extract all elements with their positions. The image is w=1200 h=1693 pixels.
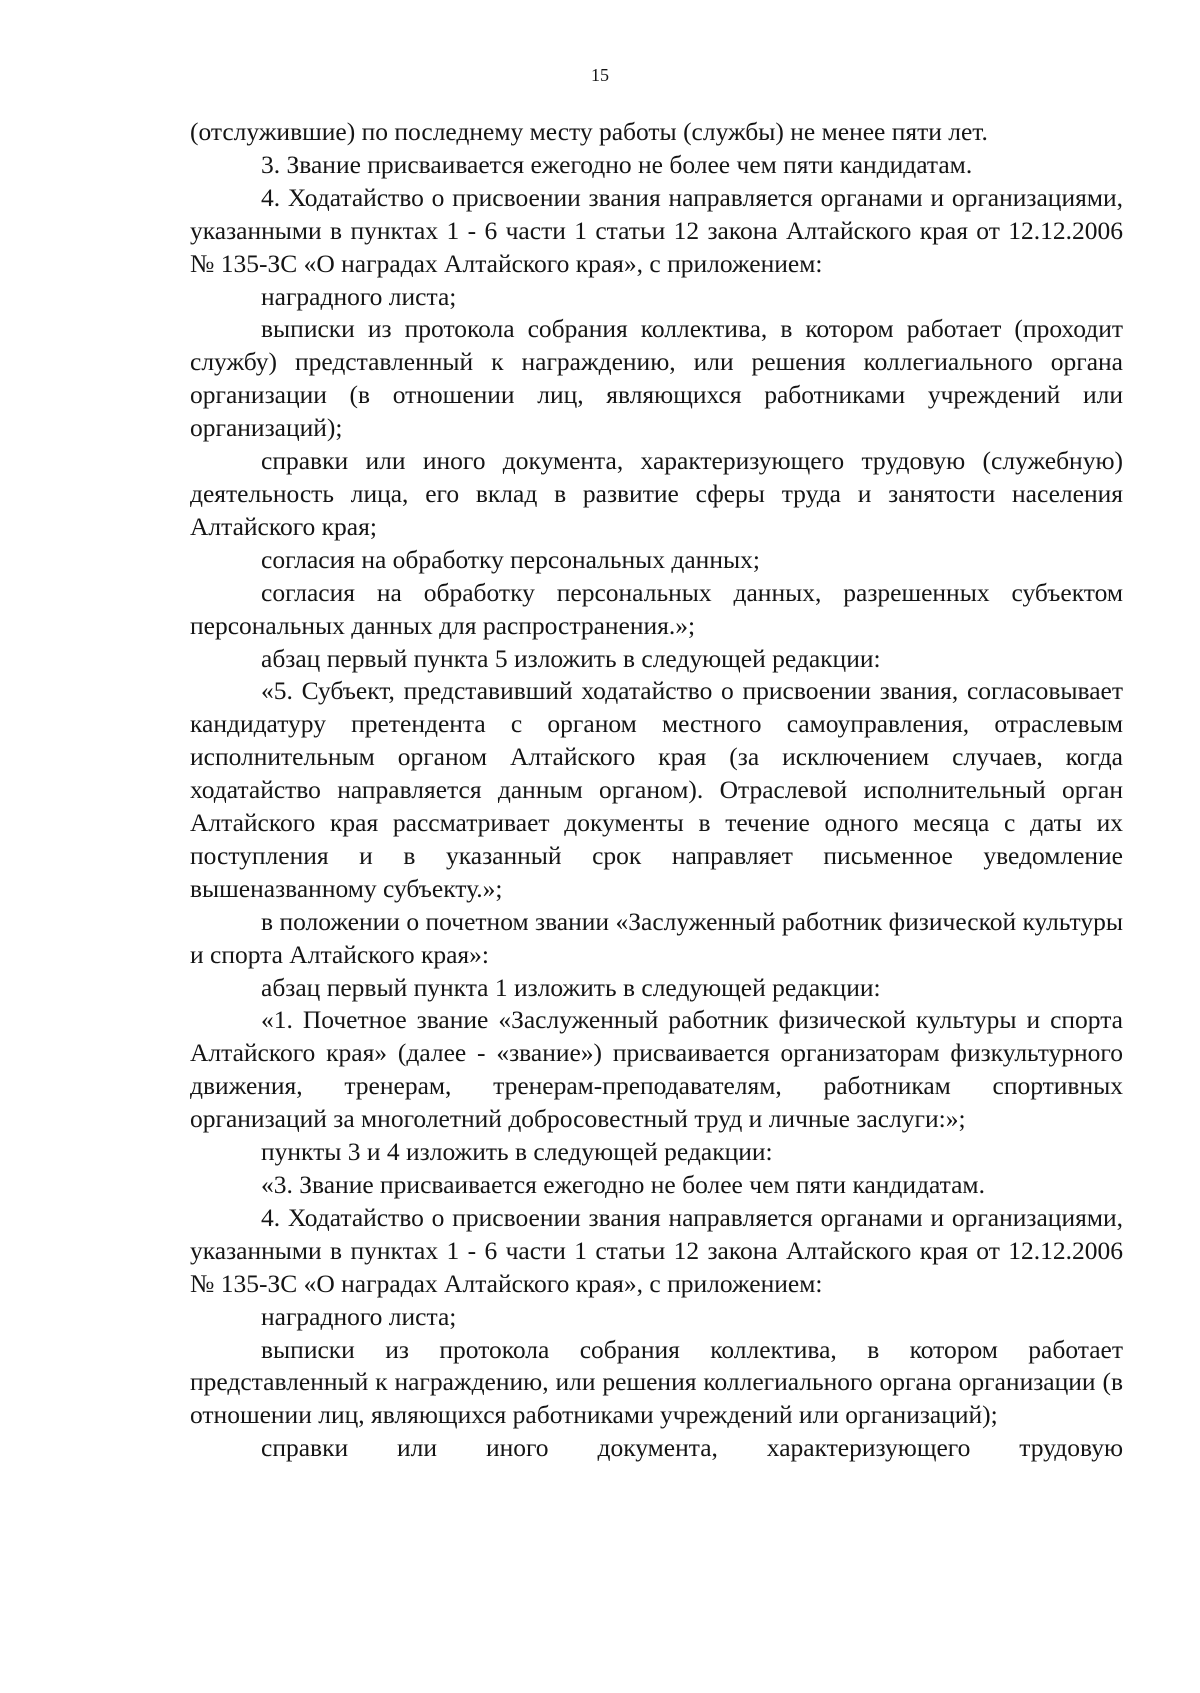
paragraph: наградного листа; [261, 281, 457, 311]
paragraph: 4. Ходатайство о присвоении звания направляется органами и организациями, указанными в пунктах 1 - 6 части 1 статьи 12 закона Алтайского края от 12.12.2006 № 135-ЗС «О наградах Алтайского края», с приложением: [190, 1202, 1123, 1298]
document-body [190, 116, 1123, 1465]
paragraph: пункты 3 и 4 изложить в следующей редакции: [261, 1137, 773, 1167]
paragraph: выписки из протокола собрания коллектива, в котором работает (проходит службу) представленный к награждению, или решения коллегиального органа организации (в отношении лиц, являющихся работниками учреждений или организаций); [190, 314, 1123, 443]
paragraph: справки или иного документа, характеризующего трудовую (служебную) деятельность лица, его вклад в развитие сферы труда и занятости населения Алтайского края; [190, 446, 1123, 541]
paragraph: «1. Почетное звание «Заслуженный работник физической культуры и спорта Алтайского края» (далее - «звание») присваивается организаторам физкультурного движения, тренерам, тренерам-преподавателям, работникам спортивных организаций за многолетний добросовестный труд и личные заслуги:»; [190, 1005, 1123, 1134]
paragraph: в положении о почетном звании «Заслуженный работник физической культуры и спорта Алтайского края»: [190, 906, 1123, 969]
paragraph: «5. Субъект, представивший ходатайство о присвоении звания, согласовывает кандидатуру претендента с органом местного самоуправления, отраслевым исполнительным органом Алтайского края (за исключением случаев, когда ходатайство направляется данным органом). Отраслевой исполнительный орган Алтайского края рассматривает документы в течение одного месяца с даты их поступления и в указанный срок направляет письменное уведомление вышеназванному субъекту.»; [190, 676, 1123, 903]
paragraph: «3. Звание присваивается ежегодно не более чем пяти кандидатам. [261, 1170, 985, 1199]
paragraph: (отслужившие) по последнему месту работы (службы) не менее пяти лет. [190, 117, 988, 146]
paragraph: наградного листа; [261, 1301, 457, 1331]
paragraph: выписки из протокола собрания коллектива, в котором работает представленный к награждению, или решения коллегиального органа организации (в отношении лиц, являющихся работниками учреждений или организаций); [190, 1334, 1123, 1430]
paragraph: 3. Звание присваивается ежегодно не более чем пяти кандидатам. [261, 149, 973, 179]
paragraph: 4. Ходатайство о присвоении звания направляется органами и организациями, указанными в пунктах 1 - 6 части 1 статьи 12 закона Алтайского края от 12.12.2006 № 135-ЗС «О наградах Алтайского края», с приложением: [190, 182, 1123, 278]
paragraph: абзац первый пункта 1 изложить в следующей редакции: [261, 972, 881, 1002]
paragraph: абзац первый пункта 5 изложить в следующей редакции: [261, 643, 881, 673]
paragraph: согласия на обработку персональных данных, разрешенных субъектом персональных данных для распространения.»; [190, 577, 1123, 640]
page-number: 15 [591, 65, 609, 85]
paragraph: согласия на обработку персональных данных; [261, 544, 760, 574]
paragraph: справки или иного документа, характеризующего трудовую [261, 1433, 1123, 1463]
